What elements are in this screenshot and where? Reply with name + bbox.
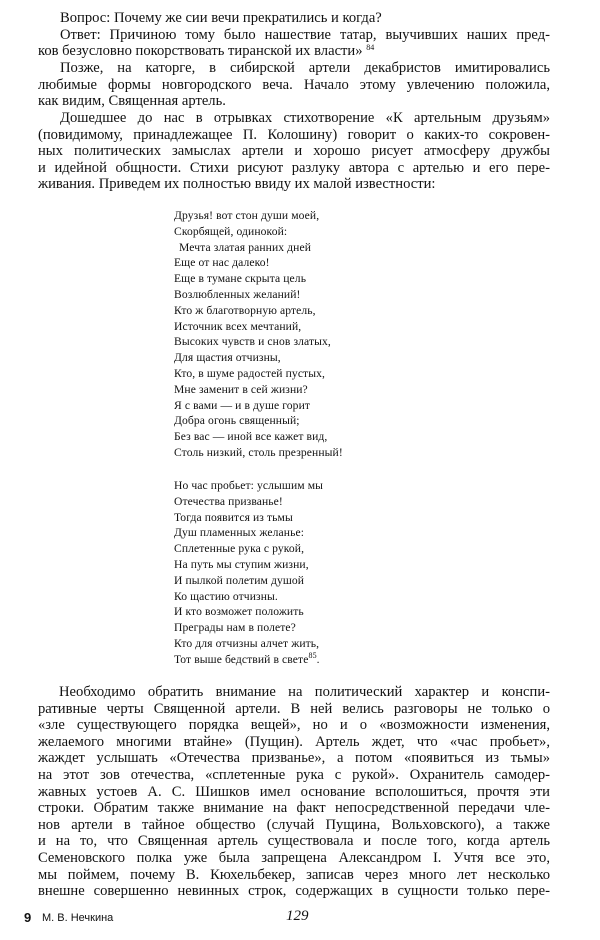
poem-line: Друзья! вот стон души моей, <box>174 209 320 222</box>
text-line: «зле существующего порядка вещей», но и о «возможности изменения, <box>38 717 550 734</box>
poem-line: Без вас — иной все кажет вид, <box>174 430 328 444</box>
text-line: Ответ: Причиною тому было нашествие татар, выучивших наших пред- <box>60 26 550 43</box>
text-line: и идейной общности. Стихи рисуют разлуку автора с артелью и его пере- <box>38 159 550 176</box>
text-line: строки. Обратим также внимание на факт непосредственной передачи чле- <box>38 800 550 817</box>
poem-line: Столь низкий, столь презренный! <box>174 445 343 459</box>
paragraph-katorga <box>38 60 550 110</box>
text-line: Необходимо обратить внимание на политический характер и конспи- <box>59 684 550 700</box>
text-line: ных политических замыслах артели и хорошо рисует атмосферу дружбы <box>38 143 550 160</box>
text-line: Семеновского полка уже была запрещена Александром I. Учтя все это, <box>38 849 550 866</box>
text-line: Вопрос: Почему же сии вечи прекратились и когда? <box>60 10 382 26</box>
poem-line: Кто, в шуме радостей пустых, <box>174 366 326 380</box>
text-line: мы поймем, почему В. Кюхельбекер, записав через много лет несколько <box>38 866 550 883</box>
poem-line: Высоких чувств и снов златых, <box>174 335 331 349</box>
poem-line: Мне заменит в сей жизни? <box>174 382 308 396</box>
poem-stanza-1 <box>174 208 343 461</box>
text-line: и на то, что Священная артель существовала и после того, когда артель <box>38 833 550 850</box>
poem-line: Ко щастию отчизны. <box>174 589 278 603</box>
text-line: любимые формы новгородского веча. Начало этому увлечению положила, <box>38 76 550 93</box>
poem-line: Скорбящей, одинокой: <box>174 224 288 238</box>
page-number: 129 <box>286 908 309 924</box>
poem-line-content: Тот выше бедствий в свете <box>174 652 309 666</box>
poem-line: И кто возможет положить <box>174 605 304 619</box>
text-line: жаждет услышать «Отечества призванье», а потом «появиться из тьмы» <box>38 750 550 767</box>
text-line: на этот зов отечества, «сплетенные рука с рукой». Охранитель самодер- <box>38 766 550 783</box>
poem-line: Я с вами — и в душе горит <box>174 398 311 412</box>
poem-line: Сплетенные рука с рукой, <box>174 542 305 556</box>
poem-line: Добра огонь священный; <box>174 414 300 428</box>
poem-line: На путь мы ступим жизни, <box>174 557 309 571</box>
poem-line: Тогда появится из тьмы <box>174 510 293 524</box>
text-line: жавных устоев А. С. Шишков имел основание всполошиться, прочтя эти <box>38 783 550 800</box>
text-line <box>38 43 550 60</box>
text-line-content: ков безусловно покорствовать тиранской их власти» <box>38 43 363 60</box>
footnote-ref-84: 84 <box>366 43 375 53</box>
text-line: (повидимому, принадлежащее П. Колошину) говорит о каких-то сокровен- <box>38 126 550 143</box>
poem-line: Еще от нас далеко! <box>174 256 270 270</box>
poem-line: Еще в тумане скрыта цель <box>174 272 307 286</box>
text-line: Позже, на каторге, в сибирской артели декабристов имитировались <box>60 60 550 76</box>
poem-line: Кто для отчизны алчет жить, <box>174 636 320 650</box>
poem-line: Мечта златая ранних дней <box>179 240 311 254</box>
poem-line: Возлюбленных желаний! <box>174 287 301 301</box>
poem-line: Источник всех мечтаний, <box>174 319 302 333</box>
paragraph-poem-intro <box>38 110 550 193</box>
text-line: желаемого многими втайне» (Пущин). Артель ждет, что «час пробьет», <box>38 733 550 750</box>
poem-stanza-2 <box>174 478 323 668</box>
poem-line: И пылкой полетим душой <box>174 573 305 587</box>
poem-line: Для щастия отчизны, <box>174 351 281 365</box>
page-footer <box>24 908 574 932</box>
signature-number: 9 <box>24 910 32 925</box>
poem-line: Тот выше бедствий в свете$^{85}$. <box>174 650 320 666</box>
poem-line: Душ пламенных желанье: <box>174 526 305 540</box>
footnote-ref-85: 85 <box>308 650 317 660</box>
poem-line: Отечества призванье! <box>174 494 283 508</box>
paragraph-analysis <box>38 684 550 900</box>
text-line: Дошедшее до нас в отрывках стихотворение «К артельным друзьям» <box>60 110 550 126</box>
poem-line: Преграды нам в полете? <box>174 621 296 635</box>
text-line: внешне совершенно невинных строк, содержащих в сущности только пере- <box>38 883 550 900</box>
text-line: живания. Приведем их полностью ввиду их малой известности: <box>38 176 436 193</box>
text-line: нов артели в тайное общество (случай Пущина, Вольховского), а также <box>38 816 550 833</box>
signature-author: М. В. Нечкина <box>42 912 114 924</box>
text-line: как видим, Священная артель. <box>38 93 226 110</box>
paragraph-question-answer <box>38 10 550 60</box>
poem-line: Кто ж благотворную артель, <box>174 303 316 317</box>
poem-line: Но час пробьет: услышим мы <box>174 479 324 492</box>
text-line: ративные черты Священной артели. В ней велись разговоры не только о <box>38 700 550 717</box>
